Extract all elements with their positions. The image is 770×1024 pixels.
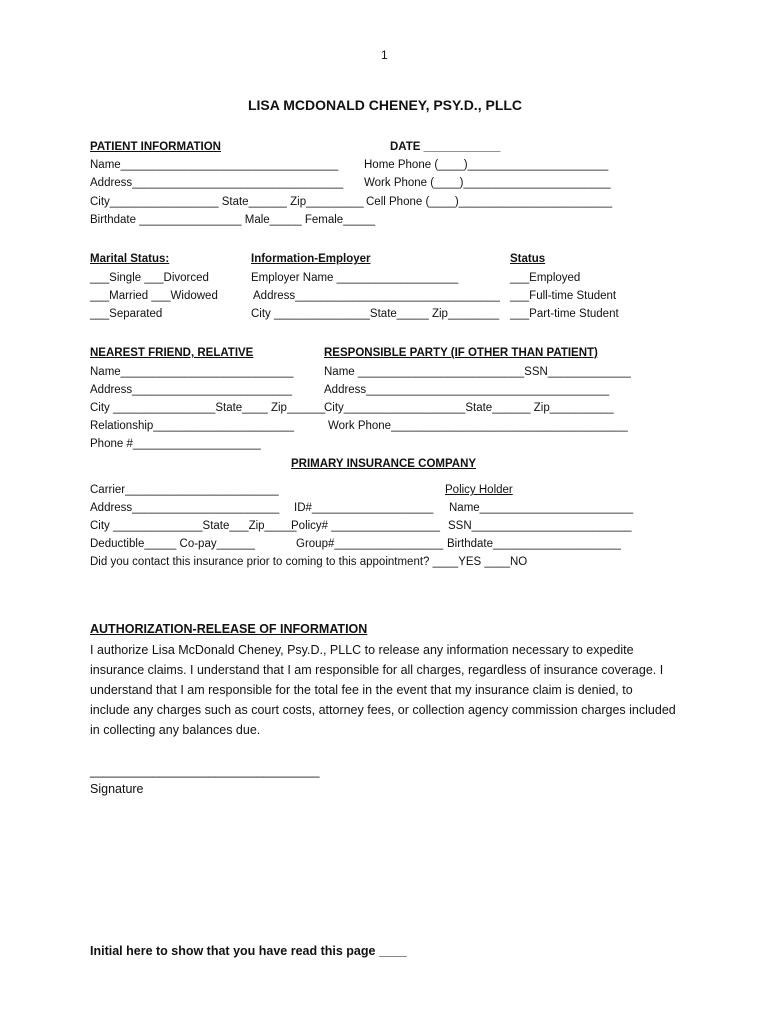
signature-label: Signature — [90, 782, 144, 796]
birthdate-gender-field[interactable]: Birthdate ________________ Male_____ Female_____ — [90, 214, 376, 226]
patient-info-heading: PATIENT INFORMATION — [90, 141, 221, 153]
friend-address-field[interactable]: Address_________________________ — [90, 384, 293, 396]
friend-city-field[interactable]: City ________________State____ Zip______ — [90, 402, 326, 414]
marital-option-row[interactable]: ___Separated — [90, 308, 163, 320]
friend-relationship-field[interactable]: Relationship______________________ — [90, 420, 294, 432]
marital-option-row[interactable]: ___Married ___Widowed — [90, 290, 218, 302]
deductible-copay-field[interactable]: Deductible_____ Co-pay______ — [90, 538, 255, 550]
group-number-field[interactable]: Group#_________________ — [296, 538, 444, 550]
status-full-time-option[interactable]: ___Full-time Student — [510, 290, 617, 302]
responsible-address-field[interactable]: Address______________________________________ — [324, 384, 610, 396]
employer-city-field[interactable]: City _______________State_____ Zip________ — [251, 308, 500, 320]
authorization-line: understand that I am responsible for the total fee in the event that my insurance claim is denied, to — [90, 683, 633, 697]
responsible-name-ssn-field[interactable]: Name __________________________SSN_____________ — [324, 366, 631, 378]
authorization-line: in collecting any balances due. — [90, 723, 261, 737]
status-employed-option[interactable]: ___Employed — [510, 272, 581, 284]
carrier-field[interactable]: Carrier________________________ — [90, 484, 279, 496]
policy-number-field[interactable]: Policy# _________________ — [291, 520, 440, 532]
cell-phone-field[interactable]: Cell Phone (____)________________________ — [366, 196, 613, 208]
authorization-line: insurance claims. I understand that I am responsible for all charges, regardless of insurance coverage. I — [90, 663, 664, 677]
insurance-heading: PRIMARY INSURANCE COMPANY — [291, 458, 477, 470]
marital-option-row[interactable]: ___Single ___Divorced — [90, 272, 209, 284]
insurance-contact-question[interactable]: Did you contact this insurance prior to coming to this appointment? ____YES ____NO — [90, 556, 528, 568]
employer-name-field[interactable]: Employer Name ___________________ — [251, 272, 459, 284]
policy-holder-name-field[interactable]: Name________________________ — [449, 502, 634, 514]
marital-status-heading: Marital Status: — [90, 253, 170, 265]
responsible-party-heading: RESPONSIBLE PARTY (IF OTHER THAN PATIENT) — [324, 347, 598, 359]
authorization-line: include any charges such as court costs, attorney fees, or collection agency commission charges included — [90, 703, 676, 717]
responsible-city-field[interactable]: City___________________State______ Zip__________ — [324, 402, 614, 414]
home-phone-field[interactable]: Home Phone (____)______________________ — [364, 159, 609, 171]
insurance-address-field[interactable]: Address_______________________ — [90, 502, 280, 514]
signature-line[interactable]: _________________________________ — [90, 764, 320, 778]
nearest-friend-heading: NEAREST FRIEND, RELATIVE — [90, 347, 254, 359]
friend-phone-field[interactable]: Phone #____________________ — [90, 438, 261, 450]
policy-holder-birthdate-field[interactable]: Birthdate____________________ — [447, 538, 621, 550]
patient-address-field[interactable]: Address_________________________________ — [90, 177, 344, 189]
status-heading: Status — [510, 253, 546, 265]
insurance-city-field[interactable]: City ______________State___Zip_____ — [90, 520, 297, 532]
page-title: LISA MCDONALD CHENEY, PSY.D., PLLC — [247, 97, 523, 113]
employer-address-field[interactable]: Address________________________________ — [253, 290, 500, 302]
patient-city-field[interactable]: City_________________ State______ Zip_________ — [90, 196, 364, 208]
policy-holder-heading: Policy Holder — [445, 484, 513, 496]
policy-holder-ssn-field[interactable]: SSN_________________________ — [448, 520, 632, 532]
status-part-time-option[interactable]: ___Part-time Student — [510, 308, 619, 320]
patient-name-field[interactable]: Name__________________________________ — [90, 159, 339, 171]
work-phone-field[interactable]: Work Phone (____)_______________________ — [364, 177, 611, 189]
authorization-paragraph — [90, 640, 690, 740]
friend-name-field[interactable]: Name___________________________ — [90, 366, 294, 378]
employer-heading: Information-Employer — [251, 253, 371, 265]
authorization-line: I authorize Lisa McDonald Cheney, Psy.D., PLLC to release any information necessary to expedite — [90, 643, 634, 657]
date-field[interactable]: DATE ____________ — [390, 141, 501, 153]
authorization-heading: AUTHORIZATION-RELEASE OF INFORMATION — [90, 622, 368, 636]
page-number: 1 — [381, 48, 388, 62]
responsible-work-phone-field[interactable]: Work Phone_____________________________________ — [328, 420, 628, 432]
insurance-id-field[interactable]: ID#___________________ — [294, 502, 434, 514]
initial-acknowledgement[interactable]: Initial here to show that you have read this page ____ — [90, 944, 407, 958]
